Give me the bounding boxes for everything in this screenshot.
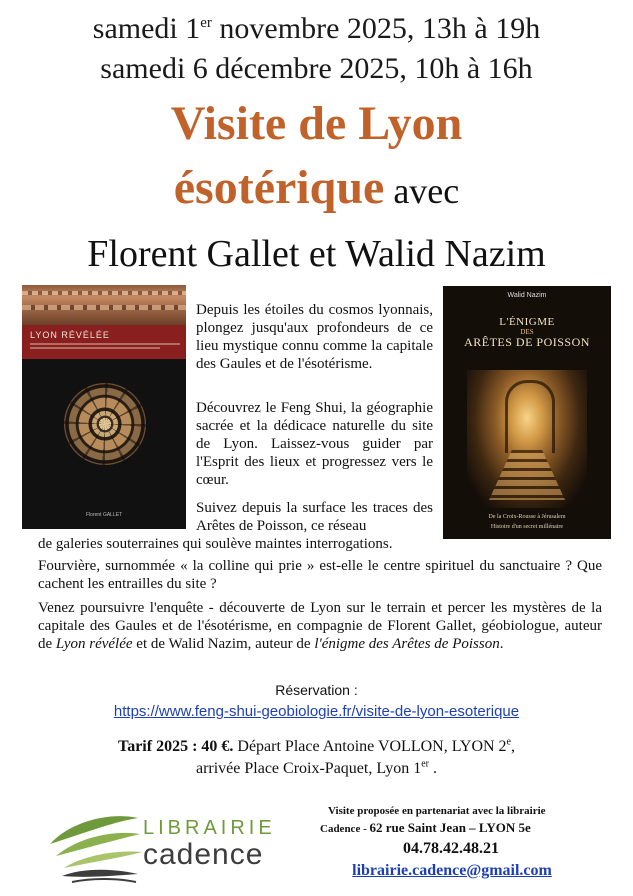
book-subtitle-2: Histoire d'un secret millénaire (490, 524, 564, 530)
book-cover-enigme-aretes-de-poisson (443, 286, 611, 539)
rose-window-image (64, 383, 146, 465)
phone-number: 04.78.42.48.21 (403, 840, 499, 857)
book-title: LYON RÉVÉLÉE (30, 330, 110, 340)
book-title-des: DES (520, 328, 534, 336)
paragraph-invitation: Venez poursuivre l'enquête - découverte de Lyon sur le terrain et percer les mystères de la capitale des Gaules et de l'ésotérisme, en compagnie de Florent Gallet, géobiologue, auteur de Lyon révélée et de Walid Nazim, auteur de l'énigme des Arêtes de Poisson. (38, 600, 602, 652)
book-cover-lyon-revelee (22, 285, 186, 529)
subtitle-line (30, 343, 180, 345)
reservation-label: Réservation : (275, 682, 358, 698)
paragraph-feng-shui: Découvrez le Feng Shui, la géographie sacrée et la dédicace naturelle du site de Lyon. Laissez-vous guider par l'Esprit des lieux et progressez vers le cœur. (196, 400, 433, 488)
paragraph-fourviere: Fourvière, surnommée « la colline qui prie » est-elle le centre spirituel du sanctuaire ? Que cachent les entrailles du site ? (38, 558, 602, 592)
event-date-2: samedi 6 décembre 2025, 10h à 16h (100, 52, 533, 85)
guides-names: Florent Gallet et Walid Nazim (87, 233, 546, 275)
logo-text-cadence: cadence (143, 838, 264, 871)
paragraph-aretes-start: Suivez depuis la surface les traces des Arêtes de Poisson, ce réseau (196, 500, 433, 534)
main-title-line-1: Visite de Lyon (170, 97, 463, 150)
partner-line-1: Visite proposée en partenariat avec la librairie (328, 805, 546, 817)
partner-line-2: Cadence - 62 rue Saint Jean – LYON 5e (320, 820, 531, 835)
paragraph-intro: Depuis les étoiles du cosmos lyonnais, plongez jusqu'aux profondeurs de ce lieu mystique connu comme la capitale des Gaules et de l'ésotérisme. (196, 302, 433, 372)
book-title-line-1: L'ÉNIGME (499, 316, 555, 328)
book-title-line-2: ARÊTES DE POISSON (464, 335, 590, 349)
city-photo (22, 285, 186, 325)
event-date-1: samedi 1er novembre 2025, 13h à 19h (92, 12, 541, 45)
book-author: Walid Nazim (507, 292, 547, 299)
book-subtitle-1: De la Croix-Rousse à Jérusalem (488, 514, 566, 520)
tarif-arrivee: arrivée Place Croix-Paquet, Lyon 1er . (195, 758, 438, 777)
tunnel-stairs-image (467, 370, 587, 508)
tarif-depart: Tarif 2025 : 40 €. Départ Place Antoine VOLLON, LYON 2e, (117, 736, 515, 755)
book-author: Florent GALLET (86, 512, 123, 518)
reservation-link[interactable]: https://www.feng-shui-geobiologie.fr/visite-de-lyon-esoterique (113, 703, 520, 720)
paragraph-aretes-end: de galeries souterraines qui soulève maintes interrogations. (38, 536, 393, 552)
logo-text-librairie: LIBRAIRIE (143, 817, 276, 839)
email-link[interactable]: librairie.cadence@gmail.com (352, 862, 552, 879)
subtitle-line (30, 347, 160, 349)
main-title-line-2: ésotérique avec (173, 161, 460, 214)
